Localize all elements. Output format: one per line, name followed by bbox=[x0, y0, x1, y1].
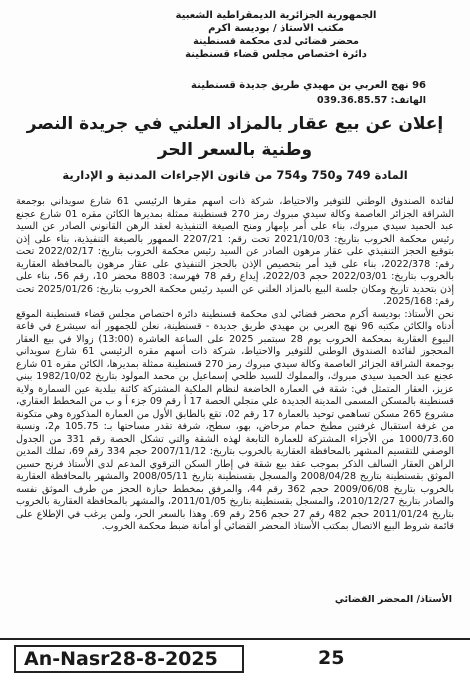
header-phone: الهاتف: 039.36.85.57 bbox=[317, 95, 426, 106]
publication-date: An-Nasr28-8-2025 bbox=[14, 645, 244, 673]
bailiff-signature-line: الأستاذ/ المحضر القضائي bbox=[334, 594, 452, 605]
page-number: 25 bbox=[318, 647, 345, 669]
header-office: مكتب الأستاذ / بوديسة أكرم bbox=[208, 23, 344, 34]
header-republic: الجمهورية الجزائرية الديمقراطية الشعبية bbox=[175, 10, 377, 21]
header-jurisdiction: دائرة اختصاص مجلس قضاء قسنطينة bbox=[185, 49, 367, 60]
header-bailiff: محضر قضائي لدى محكمة قسنطينة bbox=[193, 36, 359, 47]
header-address: 96 نهج العربي بن مهيدي طريق جديدة قسنطينة bbox=[191, 80, 426, 91]
notice-title: إعلان عن بيع عقار بالمزاد العلني في جريدة النصر bbox=[26, 114, 444, 134]
notice-paragraph-2: نحن الأستاذ: بوديسة أكرم محضر قضائي لدى محكمة قسنطينة دائرة اختصاص مجلس قضاء قسنطينة الموقع أدناه والكائن مكتبه 96 نهج العربي بن مهيدي طريق جديدة - قسنطينة، نعلن للجمهور أنه سيشرع في قاعة البيوع العقارية بمحكمة الخروب يوم 28 سبتمبر 2025 على الساعة العاشرة (13:00) زوالا في بيع العقار المحجوز لفائدة الصندوق الوطني للتوفير والاحتياط، شركة ذات أسهم مقره الرئيسي 61 شارع سويداني بوجمعة الشراقة الجزائر العاصمة وكالة سيدي مبروك رمز 270 قسنطينة ممثلة بمديرها، الكائن مقره 01 شارع عجنع عبد الحميد سيدي مبروك، والمملوك للسيد طلحي إسماعيل بن محمد المولود بتاريخ 1982/10/02 ببني عزيز، العقار المتمثل في: شقة في العمارة الخاضعة لنظام الملكية المشتركة كائنة ببلدية عين السمارة ولاية قسنطينة بالمسكن المسمى المدينة الجديدة علي منجلي الحصة 17 أ رقم 09 جزء أ و ب من المخطط العقاري، مشروع 265 مسكن تساهمي توحيد بالعمارة 17 رقم 02، تقع بالطابق الأول من العمارة المذكورة وهي متكونة من غرفة استقبال غرفتين مطبخ حمام مرحاض، بهو، سطح، شرفة تقدر مساحتها بـ: 105.75 م2، ونسبة 1000/73.60 من الأجزاء المشتركة للعمارة التابعة لهذه الشقة والتي تشكل الحصة رقم 331 من الجدول الوصفي للتقسيم المشهر بالمحافظة العقارية بالخروب بتاريخ: 2007/11/12 حجم 334 رقم 69، تملك المدين الراهن العقار السالف الذكر بموجب عقد بيع شقة في إطار السكن الترقوي المدعم لدى الأستاذ فرنح حسين الموثق بقسنطينة بتاريخ 2008/04/28 والمسجل بقسنطينة بتاريخ 2008/05/11 والمشهر بالمحافظة العقارية بالخروب بتاريخ 2009/06/08 حجم 362 رقم 44، والمرفق بمخطط حيازة الحجز من طرف الموثق نفسه والصادر بتاريخ 2010/12/27، والمسجل بقسنطينة بتاريخ 2011/01/05، والمشهر بالمحافظة العقارية بالخروب بتاريخ 2011/01/24 حجم 482 رقم 27 حجم 256 رقم 69. وهذا بالسعر الحر، ولمن يرغب في الإطلاع على قائمة شروط البيع الاتصال بمكتب الأستاذ المحضر القضائي أو أمانة ضبط محكمة الخروب. bbox=[16, 308, 454, 532]
notice-paragraph-1: لفائدة الصندوق الوطني للتوفير والاحتياط، شركة ذات أسهم مقرها الرئيسي 61 شارع سويداني بوجمعة الشراقة الجزائر العاصمة وكالة سيدي مبروك رمز 270 قسنطينة ممثلة بمديرها الكائن مقره 01 شارع عجنع عبد الحميد سيدي مبروك، بناء على أمر بإمهار ومنح الصيغة التنفيذية لعقد الرهن القانوني الصادر عن السيد رئيس محكمة الخروب بتاريخ: 2021/10/03 تحت رقم: 2207/21 الممهور بالصيغة التنفيذية، بناء على إذن بتوقيع الحجز التنفيذي على عقار مرهون الصادر عن السيد رئيس محكمة الخروب بتاريخ: 2022/02/17 تحت رقم: 2022/378، بناء على قيد أمر بتحصيص الإذن بالحجز التنفيذي على عقار مرهون بالمحافظة العقارية بالخروب بتاريخ: 2022/03/01 حجم 2022/03، إيداع رقم 78 فهرسة: 8803 محضر 10، رقم 56، بناء على إذن بتحديد تاريخ ومكان جلسة البيع بالمزاد العلني عن السيد رئيس محكمة الخروب بتاريخ: 2025/01/26 تحت رقم: 2025/168. bbox=[16, 196, 454, 307]
notice-legal-articles: المادة 749 و750 و754 من قانون الإجراءات المدنية و الإدارية bbox=[62, 168, 408, 182]
notice-title-line2: وطنية بالسعر الحر bbox=[157, 140, 313, 160]
notice-body bbox=[16, 196, 454, 594]
